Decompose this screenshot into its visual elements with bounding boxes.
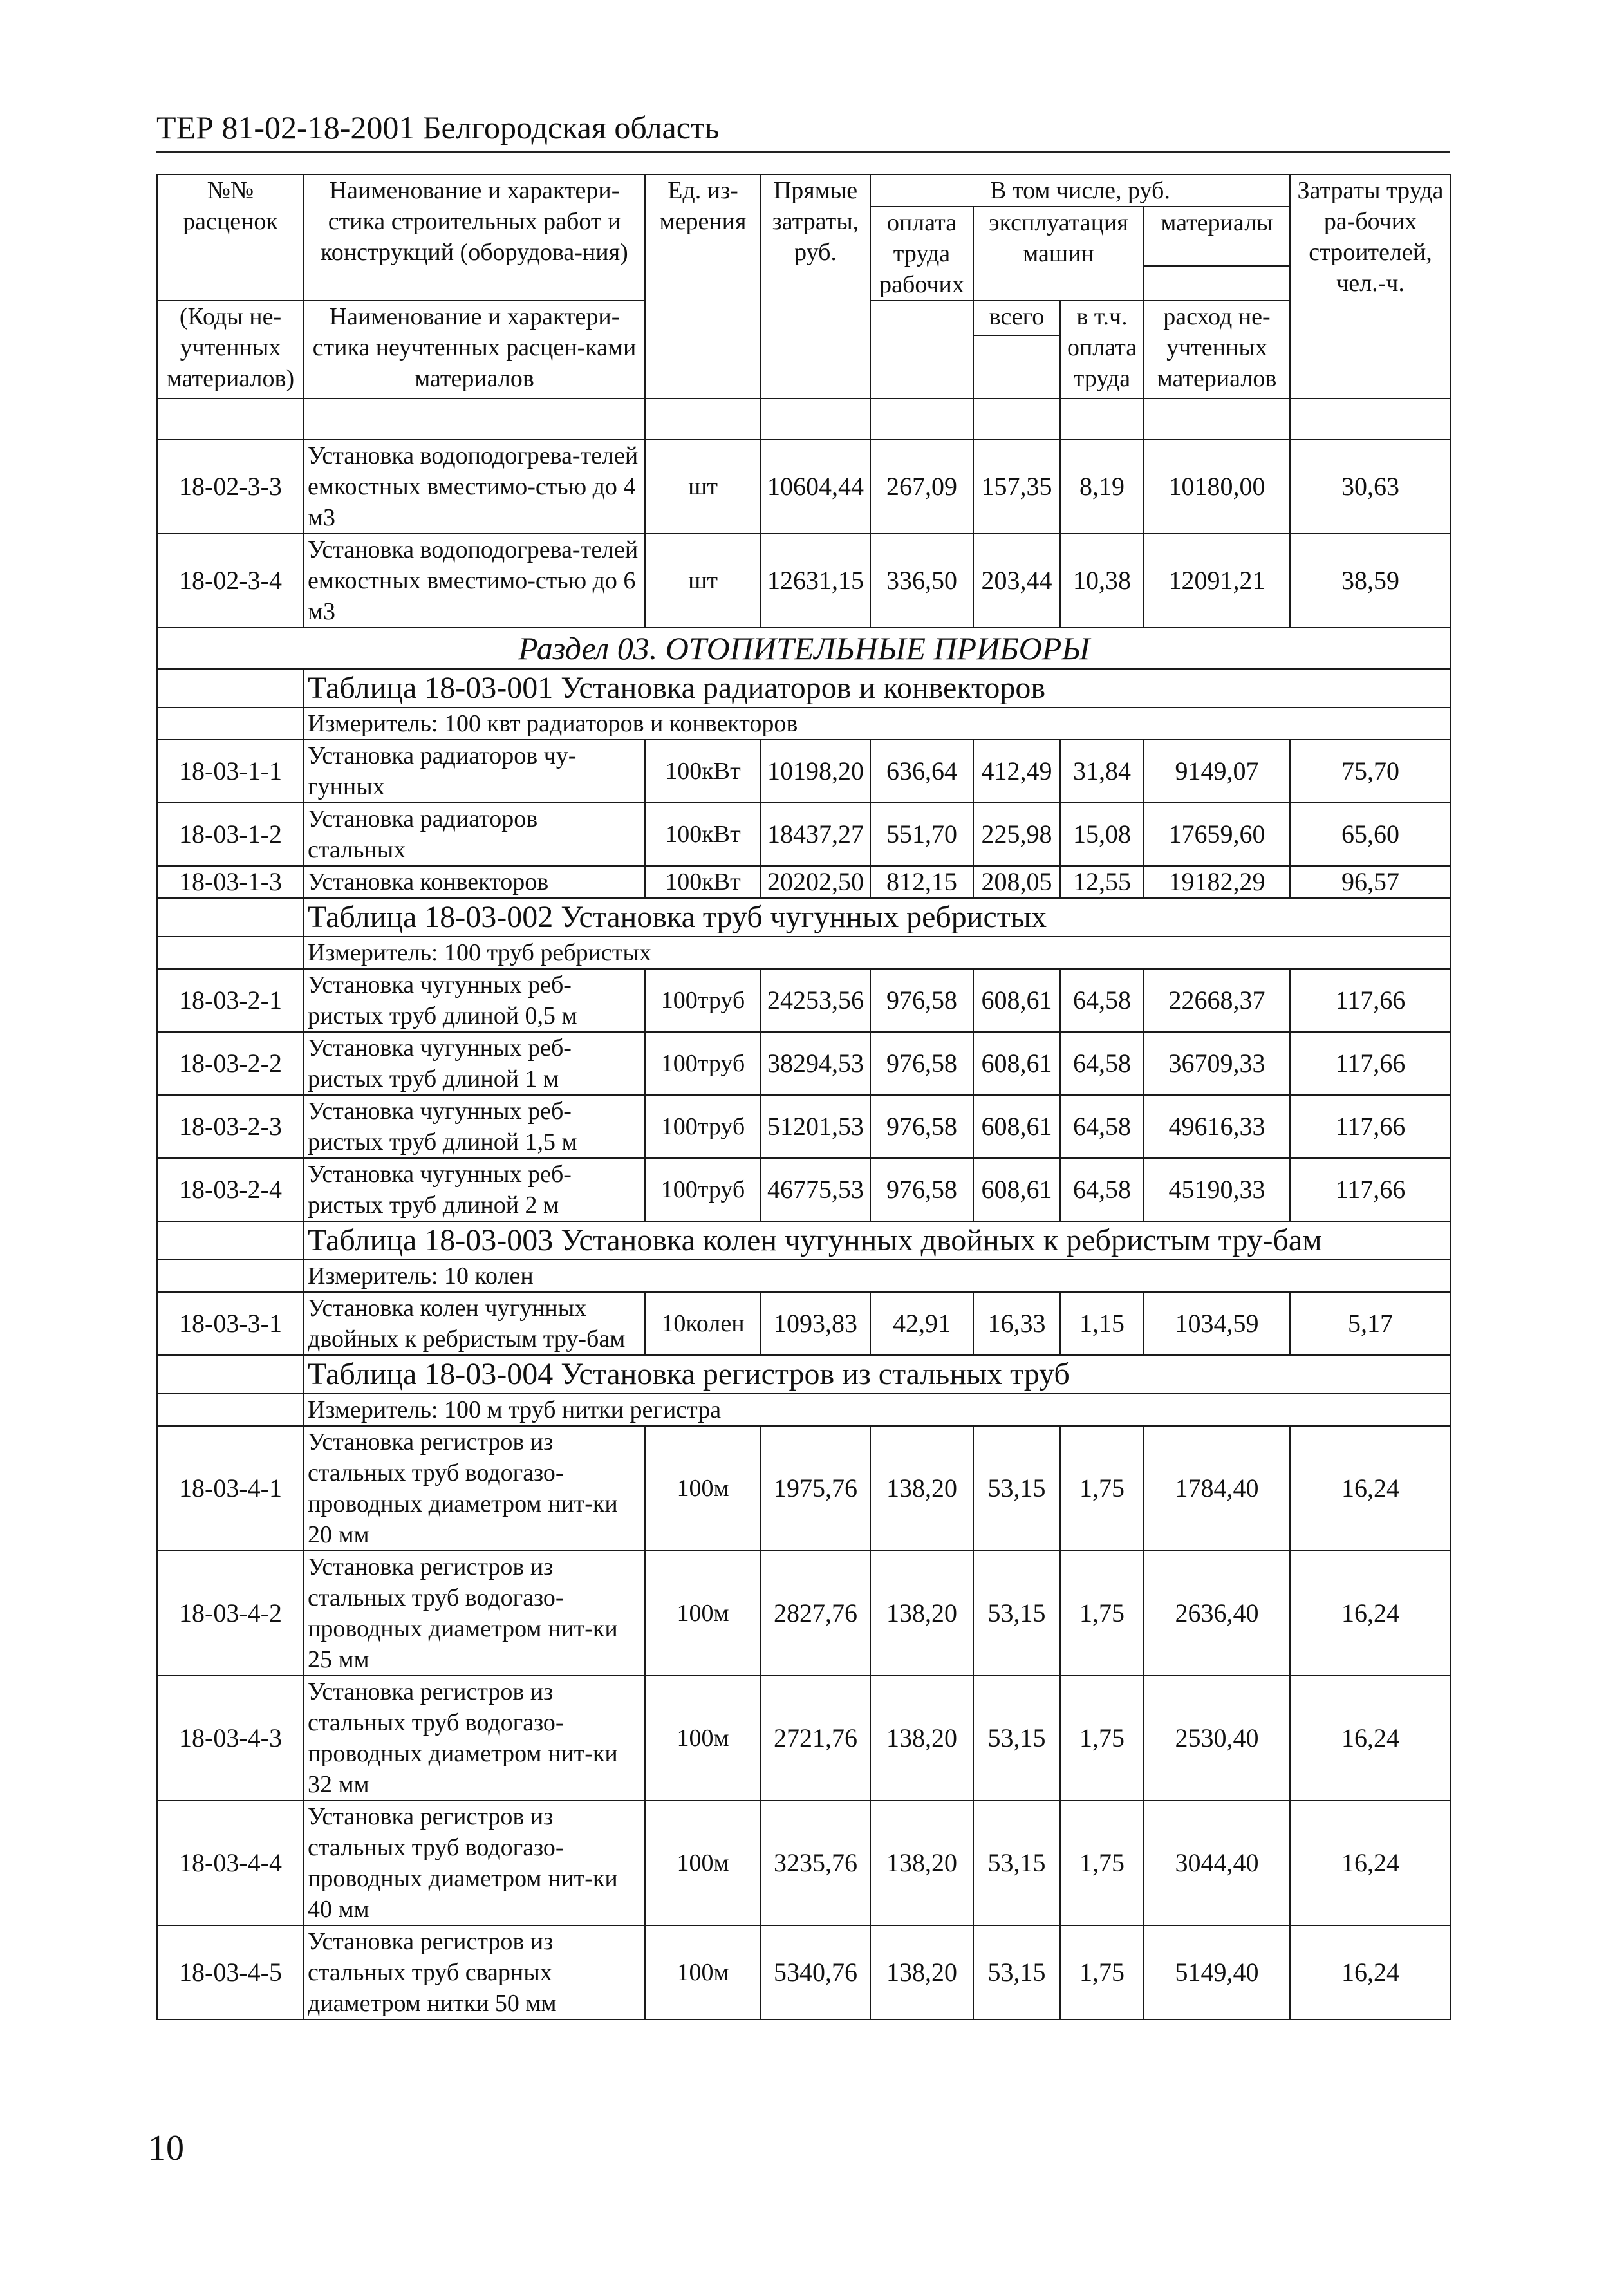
- row-name: Установка регистров из стальных труб водогазо-проводных диаметром нит-ки 25 мм: [304, 1551, 645, 1676]
- section-title: Раздел 03. ОТОПИТЕЛЬНЫЕ ПРИБОРЫ: [157, 628, 1451, 669]
- table-row: [157, 866, 1451, 898]
- table-title-row: [157, 1355, 1451, 1394]
- row-unit: 100труб: [645, 1095, 761, 1158]
- row-labor-pay: 42,91: [870, 1292, 973, 1355]
- page-number: 10: [148, 2128, 184, 2168]
- row-materials: 3044,40: [1144, 1801, 1290, 1926]
- row-name: Установка чугунных реб-ристых труб длиной 0,5 м: [304, 969, 645, 1032]
- row-code: 18-03-2-3: [157, 1095, 304, 1158]
- row-direct: 12631,15: [761, 534, 870, 628]
- row-machines-pay: 1,75: [1060, 1676, 1144, 1801]
- meter-row: [157, 1260, 1451, 1292]
- row-labor-cost: 16,24: [1290, 1676, 1451, 1801]
- row-name: Установка водоподогрева-телей емкостных вместимо-стью до 6 м3: [304, 534, 645, 628]
- header-machines-total-blank: [973, 335, 1060, 398]
- row-machines-pay: 8,19: [1060, 440, 1144, 534]
- row-labor-pay: 636,64: [870, 740, 973, 803]
- row-direct: 24253,56: [761, 969, 870, 1032]
- row-direct: 5340,76: [761, 1926, 870, 2019]
- rates-table: [156, 174, 1451, 2020]
- row-code: 18-03-4-1: [157, 1426, 304, 1551]
- row-labor-pay: 138,20: [870, 1426, 973, 1551]
- row-labor-pay: 812,15: [870, 866, 973, 898]
- header-code-sub: (Коды не-учтенных материалов): [157, 301, 304, 398]
- table-row: [157, 534, 1451, 628]
- header-rule: [156, 151, 1450, 153]
- row-machines-pay: 64,58: [1060, 969, 1144, 1032]
- row-unit: 100труб: [645, 969, 761, 1032]
- row-machines-pay: 10,38: [1060, 534, 1144, 628]
- row-machines: 16,33: [973, 1292, 1060, 1355]
- header-direct: Прямые затраты, руб.: [761, 174, 870, 398]
- table-row: [157, 1292, 1451, 1355]
- header-labor-cost: Затраты труда ра-бочих строителей, чел.-ч.: [1290, 174, 1451, 398]
- meter-row: [157, 937, 1451, 969]
- row-labor-cost: 96,57: [1290, 866, 1451, 898]
- row-code: 18-02-3-3: [157, 440, 304, 534]
- row-unit: 100м: [645, 1551, 761, 1676]
- row-machines-pay: 1,75: [1060, 1926, 1144, 2019]
- meter-label: Измеритель: 100 труб ребристых: [304, 937, 1451, 969]
- row-labor-cost: 16,24: [1290, 1551, 1451, 1676]
- header-machines: эксплуатация машин: [973, 207, 1144, 301]
- header-row-1: [157, 174, 1451, 207]
- row-machines: 53,15: [973, 1801, 1060, 1926]
- row-name: Установка регистров из стальных труб водогазо-проводных диаметром нит-ки 32 мм: [304, 1676, 645, 1801]
- row-materials: 12091,21: [1144, 534, 1290, 628]
- row-labor-cost: 65,60: [1290, 803, 1451, 866]
- row-machines-pay: 12,55: [1060, 866, 1144, 898]
- row-name: Установка чугунных реб-ристых труб длиной 1,5 м: [304, 1095, 645, 1158]
- row-materials: 45190,33: [1144, 1158, 1290, 1221]
- row-code: 18-03-1-3: [157, 866, 304, 898]
- row-machines: 203,44: [973, 534, 1060, 628]
- meter-label: Измеритель: 100 квт радиаторов и конвекторов: [304, 707, 1451, 740]
- blank-cell: [157, 1394, 304, 1426]
- table-row: [157, 969, 1451, 1032]
- row-labor-cost: 16,24: [1290, 1426, 1451, 1551]
- table-title: Таблица 18-03-003 Установка колен чугунных двойных к ребристым тру-бам: [304, 1221, 1451, 1260]
- row-labor-cost: 16,24: [1290, 1801, 1451, 1926]
- row-code: 18-03-4-2: [157, 1551, 304, 1676]
- row-labor-cost: 117,66: [1290, 1032, 1451, 1095]
- row-materials: 2636,40: [1144, 1551, 1290, 1676]
- row-direct: 1093,83: [761, 1292, 870, 1355]
- row-machines: 608,61: [973, 969, 1060, 1032]
- row-direct: 2721,76: [761, 1676, 870, 1801]
- row-machines-pay: 1,75: [1060, 1801, 1144, 1926]
- table-title-row: [157, 669, 1451, 707]
- page-header-title: ТЕР 81-02-18-2001 Белгородская область: [156, 109, 720, 145]
- table-title: Таблица 18-03-002 Установка труб чугунных ребристых: [304, 898, 1451, 937]
- row-direct: 2827,76: [761, 1551, 870, 1676]
- row-direct: 20202,50: [761, 866, 870, 898]
- row-machines-pay: 64,58: [1060, 1158, 1144, 1221]
- row-machines-pay: 1,75: [1060, 1426, 1144, 1551]
- meter-row: [157, 707, 1451, 740]
- header-machines-incl: в т.ч. оплата труда: [1060, 301, 1144, 398]
- row-materials: 49616,33: [1144, 1095, 1290, 1158]
- row-machines-pay: 15,08: [1060, 803, 1144, 866]
- row-labor-cost: 16,24: [1290, 1926, 1451, 2019]
- header-materials: материалы: [1144, 207, 1290, 266]
- header-name-sub: Наименование и характери-стика неучтенных расцен-ками материалов: [304, 301, 645, 398]
- header-labor-pay-blank: [870, 301, 973, 398]
- row-name: Установка чугунных реб-ристых труб длиной 2 м: [304, 1158, 645, 1221]
- header-machines-total: всего: [973, 301, 1060, 335]
- row-machines-pay: 31,84: [1060, 740, 1144, 803]
- row-labor-cost: 5,17: [1290, 1292, 1451, 1355]
- meter-row: [157, 1394, 1451, 1426]
- row-labor-pay: 336,50: [870, 534, 973, 628]
- row-name: Установка регистров из стальных труб сварных диаметром нитки 50 мм: [304, 1926, 645, 2019]
- row-labor-pay: 267,09: [870, 440, 973, 534]
- row-machines-pay: 64,58: [1060, 1095, 1144, 1158]
- row-unit: шт: [645, 440, 761, 534]
- row-direct: 46775,53: [761, 1158, 870, 1221]
- table-title: Таблица 18-03-004 Установка регистров из стальных труб: [304, 1355, 1451, 1394]
- row-code: 18-03-4-3: [157, 1676, 304, 1801]
- table-title-row: [157, 1221, 1451, 1260]
- spacer-row: [157, 398, 1451, 440]
- row-code: 18-03-4-4: [157, 1801, 304, 1926]
- row-machines: 412,49: [973, 740, 1060, 803]
- row-machines: 225,98: [973, 803, 1060, 866]
- row-name: Установка чугунных реб-ристых труб длиной 1 м: [304, 1032, 645, 1095]
- row-machines: 53,15: [973, 1551, 1060, 1676]
- row-materials: 17659,60: [1144, 803, 1290, 866]
- blank-cell: [157, 1221, 304, 1260]
- row-unit: 100кВт: [645, 803, 761, 866]
- table-row: [157, 1032, 1451, 1095]
- row-direct: 10604,44: [761, 440, 870, 534]
- row-code: 18-03-1-1: [157, 740, 304, 803]
- header-materials-sub: расход не-учтенных материалов: [1144, 301, 1290, 398]
- blank-cell: [157, 707, 304, 740]
- row-name: Установка колен чугунных двойных к ребристым тру-бам: [304, 1292, 645, 1355]
- blank-cell: [157, 1260, 304, 1292]
- row-labor-pay: 138,20: [870, 1801, 973, 1926]
- row-materials: 22668,37: [1144, 969, 1290, 1032]
- table-row: [157, 440, 1451, 534]
- row-name: Установка регистров из стальных труб водогазо-проводных диаметром нит-ки 40 мм: [304, 1801, 645, 1926]
- row-labor-pay: 976,58: [870, 1095, 973, 1158]
- row-name: Установка радиаторов чу-гунных: [304, 740, 645, 803]
- row-name: Установка конвекторов: [304, 866, 645, 898]
- row-materials: 36709,33: [1144, 1032, 1290, 1095]
- row-direct: 38294,53: [761, 1032, 870, 1095]
- row-materials: 1784,40: [1144, 1426, 1290, 1551]
- section-row: [157, 628, 1451, 669]
- header-unit: Ед. из-мерения: [645, 174, 761, 398]
- table-row: [157, 1095, 1451, 1158]
- row-code: 18-03-2-2: [157, 1032, 304, 1095]
- meter-label: Измеритель: 100 м труб нитки регистра: [304, 1394, 1451, 1426]
- table-row: [157, 1676, 1451, 1801]
- meter-label: Измеритель: 10 колен: [304, 1260, 1451, 1292]
- row-machines: 608,61: [973, 1032, 1060, 1095]
- table-row: [157, 740, 1451, 803]
- table-title-row: [157, 898, 1451, 937]
- row-materials: 5149,40: [1144, 1926, 1290, 2019]
- row-name: Установка регистров из стальных труб водогазо-проводных диаметром нит-ки 20 мм: [304, 1426, 645, 1551]
- row-machines-pay: 1,75: [1060, 1551, 1144, 1676]
- row-labor-cost: 117,66: [1290, 1158, 1451, 1221]
- row-unit: 100м: [645, 1926, 761, 2019]
- row-code: 18-02-3-4: [157, 534, 304, 628]
- row-unit: 100труб: [645, 1032, 761, 1095]
- row-machines: 53,15: [973, 1676, 1060, 1801]
- blank-cell: [157, 669, 304, 707]
- table-row: [157, 1926, 1451, 2019]
- row-code: 18-03-1-2: [157, 803, 304, 866]
- row-unit: 10колен: [645, 1292, 761, 1355]
- row-unit: 100м: [645, 1426, 761, 1551]
- row-name: Установка радиаторов стальных: [304, 803, 645, 866]
- table-row: [157, 1551, 1451, 1676]
- row-machines: 608,61: [973, 1158, 1060, 1221]
- row-machines: 208,05: [973, 866, 1060, 898]
- blank-cell: [157, 1355, 304, 1394]
- row-unit: 100м: [645, 1801, 761, 1926]
- row-name: Установка водоподогрева-телей емкостных вместимо-стью до 4 м3: [304, 440, 645, 534]
- row-labor-pay: 138,20: [870, 1676, 973, 1801]
- row-direct: 51201,53: [761, 1095, 870, 1158]
- row-unit: 100кВт: [645, 866, 761, 898]
- row-materials: 19182,29: [1144, 866, 1290, 898]
- row-code: 18-03-4-5: [157, 1926, 304, 2019]
- table-row: [157, 1801, 1451, 1926]
- row-code: 18-03-2-4: [157, 1158, 304, 1221]
- row-labor-pay: 976,58: [870, 1158, 973, 1221]
- header-labor-pay: оплата труда рабочих: [870, 207, 973, 301]
- row-labor-cost: 117,66: [1290, 969, 1451, 1032]
- row-materials: 9149,07: [1144, 740, 1290, 803]
- row-labor-cost: 75,70: [1290, 740, 1451, 803]
- row-direct: 1975,76: [761, 1426, 870, 1551]
- row-code: 18-03-3-1: [157, 1292, 304, 1355]
- row-materials: 1034,59: [1144, 1292, 1290, 1355]
- row-labor-pay: 138,20: [870, 1551, 973, 1676]
- header-including: В том числе, руб.: [870, 174, 1290, 207]
- row-labor-pay: 976,58: [870, 969, 973, 1032]
- table-row: [157, 803, 1451, 866]
- row-direct: 3235,76: [761, 1801, 870, 1926]
- row-labor-cost: 38,59: [1290, 534, 1451, 628]
- row-code: 18-03-2-1: [157, 969, 304, 1032]
- row-machines: 53,15: [973, 1426, 1060, 1551]
- row-machines: 53,15: [973, 1926, 1060, 2019]
- row-unit: 100труб: [645, 1158, 761, 1221]
- row-unit: 100кВт: [645, 740, 761, 803]
- row-labor-pay: 551,70: [870, 803, 973, 866]
- row-machines: 608,61: [973, 1095, 1060, 1158]
- row-labor-cost: 117,66: [1290, 1095, 1451, 1158]
- header-name: Наименование и характери-стика строительных работ и конструкций (оборудова-ния): [304, 174, 645, 301]
- blank-cell: [157, 937, 304, 969]
- header-code: №№ расценок: [157, 174, 304, 301]
- row-unit: 100м: [645, 1676, 761, 1801]
- row-unit: шт: [645, 534, 761, 628]
- row-labor-pay: 976,58: [870, 1032, 973, 1095]
- row-materials: 2530,40: [1144, 1676, 1290, 1801]
- blank-cell: [157, 898, 304, 937]
- row-direct: 10198,20: [761, 740, 870, 803]
- table-row: [157, 1158, 1451, 1221]
- row-direct: 18437,27: [761, 803, 870, 866]
- row-machines-pay: 64,58: [1060, 1032, 1144, 1095]
- row-materials: 10180,00: [1144, 440, 1290, 534]
- row-machines: 157,35: [973, 440, 1060, 534]
- table-title: Таблица 18-03-001 Установка радиаторов и конвекторов: [304, 669, 1451, 707]
- table-row: [157, 1426, 1451, 1551]
- row-machines-pay: 1,15: [1060, 1292, 1144, 1355]
- row-labor-pay: 138,20: [870, 1926, 973, 2019]
- header-materials-blank: [1144, 266, 1290, 301]
- row-labor-cost: 30,63: [1290, 440, 1451, 534]
